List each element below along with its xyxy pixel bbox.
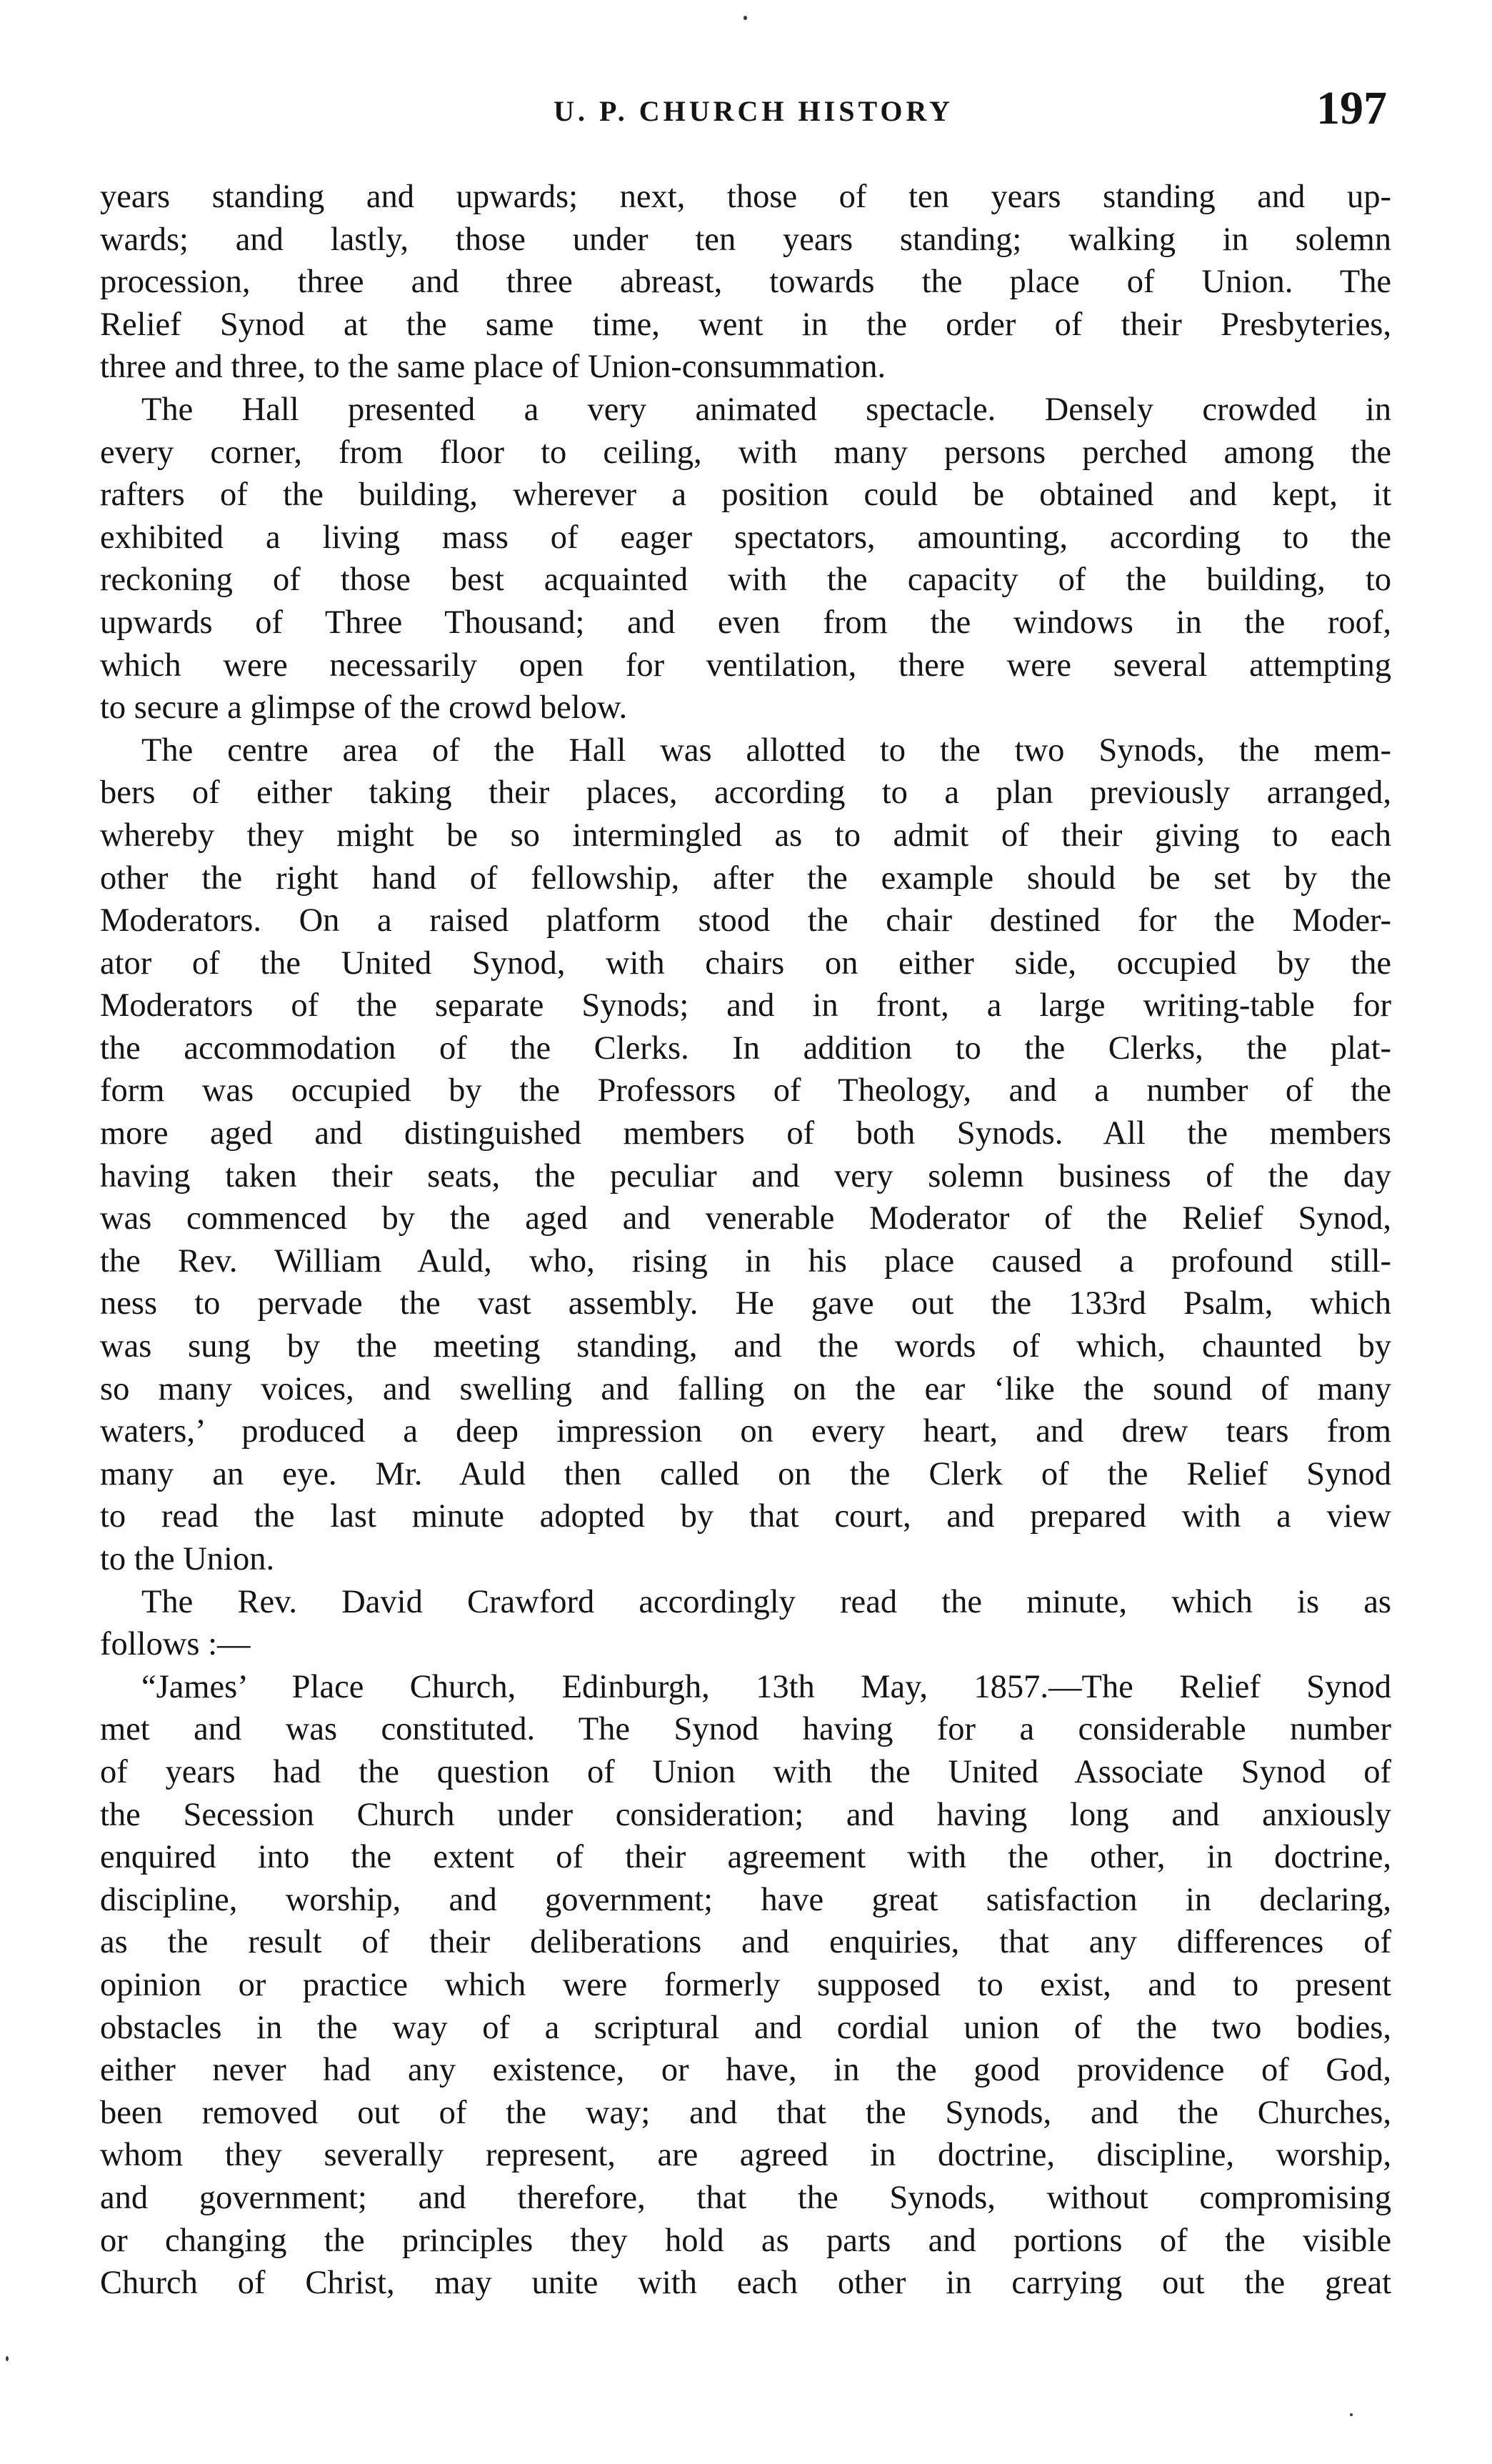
text-line: whereby they might be so intermingled as to admit of their giving to each: [100, 817, 1391, 854]
text-line: every corner, from floor to ceiling, with many persons perched among the: [100, 434, 1391, 471]
text-line: rafters of the building, wherever a position could be obtained and kept, it: [100, 477, 1391, 514]
text-line: the Secession Church under consideration; and having long and anxiously: [100, 1796, 1391, 1833]
text-line: was sung by the meeting standing, and the words of which, chaunted by: [100, 1328, 1391, 1365]
text-line: and government; and therefore, that the Synods, without compromising: [100, 2179, 1391, 2216]
text-line: obstacles in the way of a scriptural and cordial union of the two bodies,: [100, 2009, 1391, 2046]
text-line: to the Union.: [100, 1541, 275, 1577]
text-line: form was occupied by the Professors of Theology, and a number of the: [100, 1072, 1391, 1109]
text-line: the accommodation of the Clerks. In addition to the Clerks, the plat-: [100, 1029, 1391, 1067]
text-line: other the right hand of fellowship, after the example should be set by the: [100, 859, 1391, 897]
text-line: upwards of Three Thousand; and even from the windows in the roof,: [100, 604, 1391, 641]
text-line: so many voices, and swelling and falling on the ear ‘like the sound of many: [100, 1370, 1391, 1407]
text-line: either never had any existence, or have, in the good providence of God,: [100, 2052, 1391, 2089]
text-line: as the result of their deliberations and enquiries, that any differences of: [100, 1924, 1391, 1961]
text-line: which were necessarily open for ventilation, there were several attempting: [100, 647, 1391, 684]
paragraph-start-line: The Rev. David Crawford accordingly read the minute, which is as: [141, 1583, 1391, 1620]
text-line: to secure a glimpse of the crowd below.: [100, 689, 628, 727]
text-line: of years had the question of Union with the United Associate Synod of: [100, 1753, 1391, 1790]
text-line: been removed out of the way; and that the Synods, and the Churches,: [100, 2094, 1391, 2131]
text-line: years standing and upwards; next, those of ten years standing and up-: [100, 179, 1391, 215]
text-line: or changing the principles they hold as parts and portions of the visible: [100, 2222, 1391, 2259]
paragraph-start-line: The centre area of the Hall was allotted to the two Synods, the mem-: [141, 732, 1391, 769]
paragraph-start-line: The Hall presented a very animated spectacle. Densely crowded in: [141, 391, 1391, 428]
running-title: U. P. CHURCH HISTORY: [554, 95, 953, 127]
text-line: reckoning of those best acquainted with the capacity of the building, to: [100, 562, 1391, 599]
running-head: [107, 84, 1400, 141]
text-line: Relief Synod at the same time, went in the order of their Presbyteries,: [100, 306, 1391, 343]
text-line: three and three, to the same place of Union-consummation.: [100, 349, 886, 386]
text-line: wards; and lastly, those under ten years standing; walking in solemn: [100, 221, 1391, 258]
text-line: whom they severally represent, are agreed in doctrine, discipline, worship,: [100, 2137, 1391, 2174]
text-line: Moderators of the separate Synods; and in front, a large writing-table for: [100, 987, 1391, 1024]
text-line: more aged and distinguished members of both Synods. All the members: [100, 1115, 1391, 1152]
text-line: ness to pervade the vast assembly. He gave out the 133rd Psalm, which: [100, 1285, 1391, 1322]
text-line: exhibited a living mass of eager spectators, amounting, according to the: [100, 519, 1391, 556]
text-line: enquired into the extent of their agreement with the other, in doctrine,: [100, 1839, 1391, 1876]
text-line: was commenced by the aged and venerable Moderator of the Relief Synod,: [100, 1200, 1391, 1237]
text-line: Church of Christ, may unite with each other in carrying out the great: [100, 2265, 1391, 2302]
text-line: ator of the United Synod, with chairs on either side, occupied by the: [100, 944, 1391, 982]
body-text: [100, 176, 1391, 2305]
text-line: to read the last minute adopted by that court, and prepared with a view: [100, 1498, 1391, 1535]
text-line: met and was constituted. The Synod having for a considerable number: [100, 1711, 1391, 1748]
text-line: bers of either taking their places, according to a plan previously arranged,: [100, 774, 1391, 812]
scan-speck: [1350, 2413, 1353, 2416]
text-line: having taken their seats, the peculiar and very solemn business of the day: [100, 1157, 1391, 1194]
text-line: waters,’ produced a deep impression on every heart, and drew tears from: [100, 1413, 1391, 1450]
page-number: 197: [1316, 82, 1387, 134]
text-line: follows :—: [100, 1626, 251, 1663]
text-line: the Rev. William Auld, who, rising in his place caused a profound still-: [100, 1242, 1391, 1280]
scan-speck: [6, 2356, 9, 2361]
text-line: discipline, worship, and government; have great satisfaction in declaring,: [100, 1881, 1391, 1918]
quoted-minute-start-line: “James’ Place Church, Edinburgh, 13th May, 1857.—The Relief Synod: [141, 1668, 1391, 1705]
text-line: many an eye. Mr. Auld then called on the Clerk of the Relief Synod: [100, 1455, 1391, 1492]
scan-speck: [744, 16, 747, 20]
text-line: opinion or practice which were formerly supposed to exist, and to present: [100, 1966, 1391, 2003]
text-line: Moderators. On a raised platform stood the chair destined for the Moder-: [100, 902, 1391, 939]
text-line: procession, three and three abreast, towards the place of Union. The: [100, 264, 1391, 301]
